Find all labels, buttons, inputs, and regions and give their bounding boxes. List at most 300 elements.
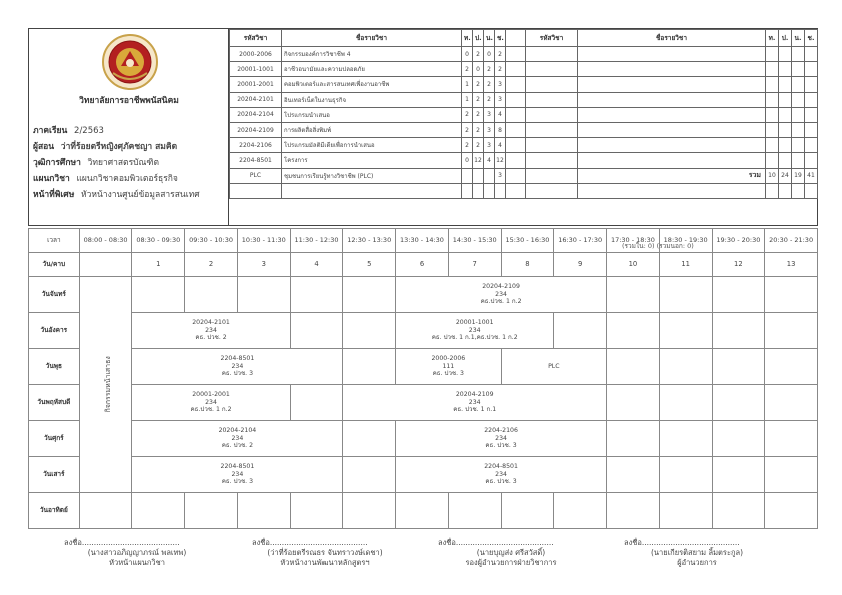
subject-blank bbox=[792, 47, 805, 62]
subject-blank bbox=[506, 47, 526, 62]
info-value: หัวหน้างานศูนย์ข้อมูลสารสนเทศ bbox=[81, 190, 200, 200]
subject-blank bbox=[526, 62, 578, 77]
subject-name: โปรแกรมนำเสนอ bbox=[282, 107, 462, 122]
subject-hours: 2 bbox=[473, 92, 484, 107]
subject-blank bbox=[779, 107, 792, 122]
class-code: 20204-2101 bbox=[192, 318, 230, 326]
subject-blank bbox=[792, 183, 805, 198]
subject-hours: 4 bbox=[495, 107, 506, 122]
time-row bbox=[29, 229, 818, 253]
subject-blank bbox=[779, 138, 792, 153]
empty-slot bbox=[659, 457, 712, 493]
subject-name: กิจกรรมองค์การวิชาชีพ 4 bbox=[282, 47, 462, 62]
subject-hours: 2 bbox=[495, 47, 506, 62]
period-number: 11 bbox=[659, 253, 712, 277]
subject-total-row bbox=[526, 168, 818, 183]
subject-hours: 3 bbox=[484, 107, 495, 122]
subject-code: 20001-1001 bbox=[230, 62, 282, 77]
subject-hours: 2 bbox=[473, 107, 484, 122]
subject-hours bbox=[462, 168, 473, 183]
empty-slot bbox=[712, 493, 765, 529]
subject-hours: 0 bbox=[484, 47, 495, 62]
empty-slot bbox=[659, 313, 712, 349]
subject-column-header: ชื่อรายวิชา bbox=[282, 30, 462, 47]
subject-blank bbox=[462, 183, 473, 198]
empty-slot bbox=[290, 313, 343, 349]
period-number: 4 bbox=[290, 253, 343, 277]
subject-hours: 4 bbox=[484, 153, 495, 168]
subject-row-empty bbox=[526, 62, 818, 77]
subject-blank bbox=[805, 183, 818, 198]
subject-blank bbox=[779, 122, 792, 137]
subject-name: อินเทอร์เน็ตในงานธุรกิจ bbox=[282, 92, 462, 107]
subject-hours: 2 bbox=[473, 47, 484, 62]
signer-title: ผู้อำนวยการ bbox=[677, 558, 717, 568]
class-room: 234 bbox=[495, 470, 507, 478]
subject-blank bbox=[506, 183, 526, 198]
subject-code: 20204-2109 bbox=[230, 122, 282, 137]
subject-blank bbox=[779, 153, 792, 168]
class-block bbox=[132, 349, 343, 385]
subject-column-header-blank bbox=[506, 30, 526, 47]
subject-column-header: ช. bbox=[495, 30, 506, 47]
time-slot: 19:30 - 20:30 bbox=[712, 229, 765, 253]
subject-row bbox=[230, 77, 526, 92]
signer-title: รองผู้อำนวยการฝ่ายวิชาการ bbox=[465, 558, 557, 568]
period-number: 12 bbox=[712, 253, 765, 277]
class-block bbox=[396, 277, 607, 313]
period-number: 2 bbox=[185, 253, 238, 277]
subject-row-empty bbox=[526, 138, 818, 153]
empty-slot bbox=[343, 277, 396, 313]
subject-blank bbox=[805, 92, 818, 107]
class-code: 2000-2006 bbox=[431, 354, 466, 362]
class-code: 2204-2106 bbox=[484, 426, 518, 434]
empty-slot bbox=[448, 493, 501, 529]
class-group: คธ. ปวช. 1 ก.1 bbox=[453, 406, 497, 414]
subject-column-header: รหัสวิชา bbox=[230, 30, 282, 47]
subject-row-empty bbox=[526, 47, 818, 62]
class-code: 20001-2001 bbox=[192, 390, 230, 398]
subject-hours: 4 bbox=[495, 138, 506, 153]
empty-slot bbox=[554, 493, 607, 529]
empty-slot bbox=[185, 493, 238, 529]
class-group: คธ. ปวช. 3 bbox=[432, 370, 464, 378]
time-slot: 11:30 - 12:30 bbox=[290, 229, 343, 253]
empty-slot bbox=[607, 493, 660, 529]
subject-blank bbox=[506, 77, 526, 92]
signer-title: หัวหน้างานพัฒนาหลักสูตรฯ bbox=[280, 558, 370, 568]
subject-name: โครงการ bbox=[282, 153, 462, 168]
subject-row-empty bbox=[526, 153, 818, 168]
empty-slot bbox=[237, 493, 290, 529]
time-label: เวลา bbox=[29, 229, 80, 253]
subject-hours: 1 bbox=[462, 77, 473, 92]
subject-hours: 2 bbox=[473, 77, 484, 92]
empty-slot bbox=[290, 493, 343, 529]
empty-slot bbox=[659, 421, 712, 457]
subject-blank bbox=[766, 47, 779, 62]
subject-code: PLC bbox=[230, 168, 282, 183]
subject-hours: 0 bbox=[473, 62, 484, 77]
signature-block bbox=[426, 538, 596, 568]
signer-title: หัวหน้าแผนกวิชา bbox=[109, 558, 165, 568]
subject-blank bbox=[779, 77, 792, 92]
signature-block bbox=[240, 538, 410, 568]
subject-blank bbox=[766, 153, 779, 168]
empty-slot bbox=[343, 421, 396, 457]
subject-blank bbox=[230, 183, 282, 198]
day-row bbox=[29, 457, 818, 493]
time-slot: 12:30 - 13:30 bbox=[343, 229, 396, 253]
subject-blank bbox=[578, 77, 766, 92]
period-number: 3 bbox=[237, 253, 290, 277]
signer-name: (นายเกียรติสยาม ลิ้มตระกูล) bbox=[650, 548, 744, 558]
subject-column-header: น. bbox=[484, 30, 495, 47]
subject-blank bbox=[578, 107, 766, 122]
subject-blank bbox=[779, 62, 792, 77]
subject-blank bbox=[506, 168, 526, 183]
subject-hours: 2 bbox=[473, 122, 484, 137]
total-label: รวม bbox=[578, 168, 766, 183]
period-row bbox=[29, 253, 818, 277]
subject-name: อาชีวอนามัยและความปลอดภัย bbox=[282, 62, 462, 77]
subject-blank bbox=[473, 183, 484, 198]
subject-blank bbox=[506, 107, 526, 122]
subject-row-empty bbox=[526, 77, 818, 92]
subject-blank bbox=[779, 47, 792, 62]
day-name: วันพุธ bbox=[29, 349, 80, 385]
signature-line: ลงชื่อ......................................... bbox=[624, 538, 740, 547]
time-slot: 17:30 - 18:30 bbox=[607, 229, 660, 253]
info-teacher bbox=[33, 139, 177, 153]
subject-blank bbox=[526, 153, 578, 168]
subject-blank bbox=[766, 138, 779, 153]
subject-hours: 3 bbox=[484, 122, 495, 137]
class-block bbox=[396, 421, 607, 457]
day-name: วันอาทิตย์ bbox=[29, 493, 80, 529]
signature-line: ลงชื่อ......................................... bbox=[64, 538, 180, 547]
empty-slot bbox=[712, 277, 765, 313]
day-name: วันจันทร์ bbox=[29, 277, 80, 313]
subject-column-header: ท. bbox=[766, 30, 779, 47]
day-row bbox=[29, 313, 818, 349]
class-block bbox=[396, 457, 607, 493]
empty-slot bbox=[659, 493, 712, 529]
subject-blank bbox=[526, 77, 578, 92]
class-room: 234 bbox=[468, 326, 481, 334]
subject-blank bbox=[766, 92, 779, 107]
day-name: วันเสาร์ bbox=[29, 457, 80, 493]
subject-row bbox=[230, 153, 526, 168]
subject-blank bbox=[526, 47, 578, 62]
subject-name: ชุมชนการเรียนรู้ทางวิชาชีพ (PLC) bbox=[282, 168, 462, 183]
total-hours: 10 bbox=[766, 168, 779, 183]
subject-blank bbox=[779, 92, 792, 107]
subject-blank bbox=[506, 153, 526, 168]
college-seal-icon bbox=[101, 33, 159, 91]
empty-slot bbox=[659, 277, 712, 313]
subject-name: คอมพิวเตอร์และสารสนเทศเพื่องานอาชีพ bbox=[282, 77, 462, 92]
subject-blank bbox=[805, 107, 818, 122]
info-value: วิทยาศาสตรบัณฑิต bbox=[87, 158, 159, 168]
weekly-timetable bbox=[28, 228, 818, 529]
period-number: 7 bbox=[448, 253, 501, 277]
subject-row-empty bbox=[526, 183, 818, 198]
subject-blank bbox=[766, 183, 779, 198]
subject-blank bbox=[779, 183, 792, 198]
empty-slot bbox=[343, 493, 396, 529]
class-code: 2204-8501 bbox=[220, 354, 255, 362]
empty-slot bbox=[607, 421, 660, 457]
subject-blank bbox=[766, 107, 779, 122]
subject-header-row bbox=[526, 30, 818, 47]
subject-hours: 2 bbox=[462, 122, 473, 137]
subject-name: การผลิตสื่อสิ่งพิมพ์ bbox=[282, 122, 462, 137]
subject-hours: 1 bbox=[462, 92, 473, 107]
subject-hours: 3 bbox=[495, 92, 506, 107]
subject-blank bbox=[506, 122, 526, 137]
class-room: 234 bbox=[495, 434, 507, 442]
subject-column-header: ป. bbox=[779, 30, 792, 47]
subject-blank bbox=[526, 122, 578, 137]
subject-blank bbox=[282, 183, 462, 198]
class-block bbox=[343, 385, 607, 421]
subject-hours: 3 bbox=[495, 168, 506, 183]
subject-blank bbox=[526, 168, 578, 183]
period-number: 9 bbox=[554, 253, 607, 277]
subject-blank bbox=[526, 92, 578, 107]
class-group: คธ. ปวช. 2 bbox=[221, 442, 254, 450]
empty-slot bbox=[290, 385, 343, 421]
subject-blank bbox=[766, 62, 779, 77]
empty-slot bbox=[712, 385, 765, 421]
period-number: 10 bbox=[607, 253, 660, 277]
subject-blank bbox=[578, 153, 766, 168]
period-number: 6 bbox=[396, 253, 449, 277]
class-code: 2204-8501 bbox=[484, 462, 518, 470]
subject-blank bbox=[578, 47, 766, 62]
subject-hours: 3 bbox=[484, 138, 495, 153]
empty-slot bbox=[659, 385, 712, 421]
empty-slot bbox=[237, 277, 290, 313]
class-block bbox=[132, 313, 290, 349]
subject-blank bbox=[526, 183, 578, 198]
subject-blank bbox=[495, 183, 506, 198]
signature-line: ลงชื่อ......................................... bbox=[438, 538, 554, 547]
subject-blank bbox=[578, 92, 766, 107]
total-hours: 19 bbox=[792, 168, 805, 183]
subject-blank bbox=[792, 153, 805, 168]
subject-row-empty bbox=[526, 107, 818, 122]
info-label: ผู้สอน bbox=[33, 142, 55, 152]
empty-slot bbox=[132, 493, 185, 529]
subject-row bbox=[230, 138, 526, 153]
signature-block bbox=[52, 538, 222, 568]
subject-code: 20204-2104 bbox=[230, 107, 282, 122]
subject-hours: 2 bbox=[484, 62, 495, 77]
subject-blank bbox=[578, 183, 766, 198]
class-block bbox=[132, 421, 343, 457]
subject-name: โปรแกรมมัลติมีเดียเพื่อการนำเสนอ bbox=[282, 138, 462, 153]
time-slot: 16:30 - 17:30 bbox=[554, 229, 607, 253]
time-slot: 09:30 - 10:30 bbox=[185, 229, 238, 253]
subject-blank bbox=[792, 138, 805, 153]
school-name: วิทยาลัยการอาชีพพนัสนิคม bbox=[79, 96, 179, 106]
class-code: 20204-2109 bbox=[455, 390, 494, 398]
class-group: คธ. ปวช. 3 bbox=[485, 478, 517, 486]
subject-column-header: น. bbox=[792, 30, 805, 47]
info-department bbox=[33, 171, 178, 185]
subject-blank bbox=[805, 47, 818, 62]
time-slot: 18:30 - 19:30 bbox=[659, 229, 712, 253]
subject-hours: 2 bbox=[473, 138, 484, 153]
subject-blank bbox=[578, 122, 766, 137]
empty-slot bbox=[396, 493, 449, 529]
class-group: คธ. ปวช. 2 bbox=[195, 334, 227, 342]
empty-slot bbox=[765, 421, 818, 457]
empty-slot bbox=[712, 421, 765, 457]
subject-blank bbox=[792, 122, 805, 137]
info-special-duty bbox=[33, 187, 200, 201]
class-room: 234 bbox=[231, 470, 244, 478]
time-slot: 13:30 - 14:30 bbox=[396, 229, 449, 253]
day-row bbox=[29, 349, 818, 385]
subject-row bbox=[230, 47, 526, 62]
class-group: คธ. ปวช. 3 bbox=[221, 370, 254, 378]
empty-slot bbox=[79, 493, 132, 529]
subject-row-empty bbox=[526, 92, 818, 107]
signer-name: (นางสาวอภิญญาภรณ์ พลเทพ) bbox=[87, 548, 187, 558]
empty-slot bbox=[501, 493, 554, 529]
subject-blank bbox=[506, 92, 526, 107]
subject-row-empty bbox=[230, 183, 526, 198]
subject-code: 2000-2006 bbox=[230, 47, 282, 62]
signer-name: (ว่าที่ร้อยตรีรณธร จันทราวงษ์เดชา) bbox=[267, 548, 383, 558]
subject-row bbox=[230, 62, 526, 77]
period-number: 5 bbox=[343, 253, 396, 277]
subject-blank bbox=[792, 107, 805, 122]
subject-row bbox=[230, 168, 526, 183]
empty-slot bbox=[659, 349, 712, 385]
empty-slot bbox=[343, 313, 396, 349]
subject-blank bbox=[506, 138, 526, 153]
subject-hours: 0 bbox=[462, 47, 473, 62]
class-group: คธ. ปวช. 3 bbox=[485, 442, 517, 450]
class-block bbox=[132, 385, 290, 421]
empty-slot bbox=[765, 385, 818, 421]
period-number: 13 bbox=[765, 253, 818, 277]
subject-column-header: ท. bbox=[462, 30, 473, 47]
subject-hours: 2 bbox=[484, 92, 495, 107]
subject-hours: 2 bbox=[462, 62, 473, 77]
subject-hours bbox=[484, 168, 495, 183]
subject-hours: 2 bbox=[462, 107, 473, 122]
subject-row bbox=[230, 107, 526, 122]
signature-line: ลงชื่อ......................................... bbox=[252, 538, 368, 547]
empty-slot bbox=[765, 349, 818, 385]
subject-row bbox=[230, 122, 526, 137]
period-blank bbox=[79, 253, 132, 277]
subject-blank bbox=[578, 138, 766, 153]
time-slot: 20:30 - 21:30 bbox=[765, 229, 818, 253]
info-semester bbox=[33, 123, 104, 137]
empty-slot bbox=[712, 349, 765, 385]
class-group: คธ. ปวช. 3 bbox=[221, 478, 254, 486]
empty-slot bbox=[607, 277, 660, 313]
info-label: หน้าที่พิเศษ bbox=[33, 190, 75, 200]
subject-blank bbox=[526, 107, 578, 122]
class-room: 234 bbox=[231, 434, 244, 442]
info-degree bbox=[33, 155, 159, 169]
subject-hours: 8 bbox=[495, 122, 506, 137]
empty-slot bbox=[343, 349, 396, 385]
info-value: แผนกวิชาคอมพิวเตอร์ธุรกิจ bbox=[76, 174, 178, 184]
empty-slot bbox=[765, 457, 818, 493]
hours-note: (รวมใน: 0) (รวมนอก: 0) bbox=[622, 242, 694, 250]
subject-blank bbox=[766, 122, 779, 137]
empty-slot bbox=[765, 313, 818, 349]
info-label: ภาคเรียน bbox=[33, 126, 68, 136]
subject-row-empty bbox=[526, 122, 818, 137]
signature-block bbox=[612, 538, 782, 568]
empty-slot bbox=[343, 457, 396, 493]
info-label: วุฒิการศึกษา bbox=[33, 158, 81, 168]
signer-name: (นายบุญส่ง ศรีสวัสดิ์) bbox=[476, 548, 546, 558]
day-row bbox=[29, 493, 818, 529]
day-row bbox=[29, 385, 818, 421]
subject-hours: 12 bbox=[495, 153, 506, 168]
subject-blank bbox=[792, 77, 805, 92]
subject-blank bbox=[805, 77, 818, 92]
day-row bbox=[29, 277, 818, 313]
subject-blank bbox=[578, 62, 766, 77]
subject-hours: 12 bbox=[473, 153, 484, 168]
class-group: คธ.ปวช. 1 ก.2 bbox=[480, 298, 522, 306]
empty-slot bbox=[607, 313, 660, 349]
subject-blank bbox=[792, 62, 805, 77]
subject-blank bbox=[792, 92, 805, 107]
class-room: 234 bbox=[205, 326, 217, 334]
period-number: 1 bbox=[132, 253, 185, 277]
class-room: 234 bbox=[231, 362, 244, 370]
time-slot: 08:00 - 08:30 bbox=[79, 229, 132, 253]
info-value: 2/2563 bbox=[74, 126, 104, 136]
class-code: 2204-8501 bbox=[220, 462, 255, 470]
class-room: 234 bbox=[495, 290, 507, 298]
day-name: วันพฤหัสบดี bbox=[29, 385, 80, 421]
subject-blank bbox=[805, 138, 818, 153]
class-block bbox=[396, 349, 501, 385]
subject-hours: 2 bbox=[495, 62, 506, 77]
subject-hours: 2 bbox=[462, 138, 473, 153]
empty-slot bbox=[290, 277, 343, 313]
empty-slot bbox=[712, 457, 765, 493]
empty-slot bbox=[607, 349, 660, 385]
info-value: ว่าที่ร้อยตรีหญิงศุภัคชญา สมคิด bbox=[60, 142, 178, 152]
subject-blank bbox=[766, 77, 779, 92]
total-hours: 41 bbox=[805, 168, 818, 183]
class-room: 111 bbox=[442, 362, 455, 370]
time-slot: 15:30 - 16:30 bbox=[501, 229, 554, 253]
empty-slot bbox=[765, 277, 818, 313]
subject-header-row bbox=[230, 30, 526, 47]
subject-blank bbox=[805, 62, 818, 77]
class-block bbox=[501, 349, 606, 385]
subject-row bbox=[230, 92, 526, 107]
subject-hours: 0 bbox=[462, 153, 473, 168]
teacher-info-panel bbox=[29, 29, 229, 225]
